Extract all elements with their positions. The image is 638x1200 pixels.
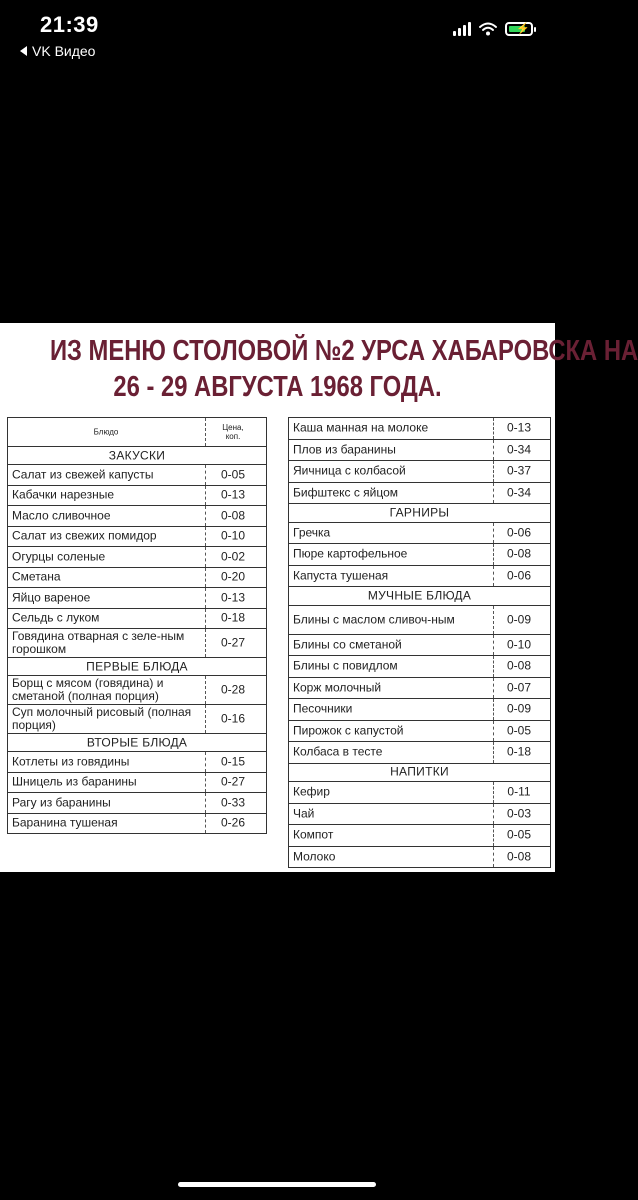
dish-name: Блины с повидлом (293, 658, 398, 673)
battery-charging-icon: ⚡ (505, 22, 533, 36)
dish-name: Котлеты из говядины (12, 754, 130, 769)
dish-name: Компот (293, 827, 334, 842)
menu-item-row (289, 699, 550, 721)
dish-price: 0-13 (506, 420, 532, 435)
menu-item-row (289, 417, 550, 440)
menu-item-row (289, 635, 550, 657)
dish-price: 0-34 (506, 442, 532, 457)
dish-name: Кефир (293, 784, 330, 799)
menu-item-row (289, 461, 550, 483)
menu-item-row (289, 440, 550, 462)
dish-name: Баранина тушеная (12, 815, 118, 830)
menu-item-row (8, 609, 266, 630)
header-price: Цена, коп. (222, 423, 244, 441)
dish-name: Бифштекс с яйцом (293, 485, 399, 500)
menu-item-row (289, 847, 550, 869)
dish-price: 0-05 (220, 467, 246, 482)
dish-price: 0-02 (220, 549, 246, 564)
section-heading (289, 504, 550, 523)
dish-price: 0-08 (506, 658, 532, 673)
menu-item-row (289, 566, 550, 588)
dish-price: 0-08 (220, 508, 246, 523)
status-bar (0, 0, 555, 70)
menu-item-row (8, 629, 266, 658)
dish-price: 0-10 (220, 528, 246, 543)
menu-title-line2: 26 - 29 АВГУСТА 1968 ГОДА. (113, 371, 442, 403)
menu-item-row (289, 742, 550, 764)
dish-name: Гречка (293, 525, 331, 540)
section-heading (8, 447, 266, 465)
dish-price: 0-06 (506, 525, 532, 540)
menu-item-row (8, 486, 266, 507)
cellular-signal-icon (453, 22, 471, 36)
dish-price: 0-05 (506, 827, 532, 842)
dish-price: 0-06 (506, 568, 532, 583)
menu-item-row (8, 773, 266, 794)
menu-item-row (289, 804, 550, 826)
menu-item-row (8, 506, 266, 527)
menu-image (0, 323, 638, 872)
dish-price: 0-08 (506, 849, 532, 864)
dish-price: 0-03 (506, 806, 532, 821)
menu-item-row (289, 523, 550, 545)
menu-item-row (289, 544, 550, 566)
section-title: ВТОРЫЕ БЛЮДА (86, 735, 188, 749)
dish-name: Чай (293, 806, 315, 821)
dish-name: Каша манная на молоке (293, 420, 429, 435)
menu-item-row (8, 705, 266, 734)
menu-table-right (288, 417, 551, 868)
menu-item-row (8, 527, 266, 548)
dish-name: Плов из баранины (293, 442, 396, 457)
dish-price: 0-18 (506, 744, 532, 759)
dish-name: Шницель из баранины (12, 774, 137, 789)
dish-name: Сельдь с луком (12, 610, 100, 625)
dish-name: Блины со сметаной (293, 637, 402, 652)
menu-item-row (289, 825, 550, 847)
section-title: ПЕРВЫЕ БЛЮДА (86, 659, 188, 673)
table-header-row (8, 417, 266, 447)
menu-item-row (8, 588, 266, 609)
back-arrow-icon (20, 46, 27, 56)
dish-price: 0-27 (220, 774, 246, 789)
dish-name: Пюре картофельное (293, 546, 408, 561)
menu-item-row (8, 568, 266, 589)
menu-item-row (289, 678, 550, 700)
menu-title-line1: ИЗ МЕНЮ СТОЛОВОЙ №2 УРСА ХАБАРОВСКА НА (49, 335, 638, 367)
dish-price: 0-13 (220, 590, 246, 605)
dish-name: Капуста тушеная (293, 568, 389, 583)
dish-price: 0-28 (220, 682, 246, 697)
dish-price: 0-11 (507, 784, 531, 799)
menu-item-row (8, 814, 266, 835)
dish-name: Рагу из баранины (12, 795, 111, 810)
dish-name: Блины с маслом сливоч-ным (293, 612, 455, 626)
section-heading (8, 734, 266, 752)
menu-table-left (7, 417, 267, 834)
dish-name: Масло сливочное (12, 508, 111, 523)
dish-price: 0-16 (220, 711, 246, 726)
section-heading (289, 764, 550, 783)
menu-item-row (289, 721, 550, 743)
section-title: ГАРНИРЫ (389, 505, 450, 520)
menu-item-row (8, 793, 266, 814)
section-heading (289, 587, 550, 606)
dish-price: 0-10 (506, 637, 532, 652)
menu-item-row (8, 752, 266, 773)
dish-name: Яичница с колбасой (293, 463, 406, 478)
dish-price: 0-20 (220, 569, 246, 584)
dish-name: Колбаса в тесте (293, 744, 383, 759)
dish-price: 0-13 (220, 487, 246, 502)
dish-name: Пирожок с капустой (293, 723, 404, 738)
dish-price: 0-34 (506, 485, 532, 500)
section-title: НАПИТКИ (390, 764, 449, 779)
dish-price: 0-09 (506, 612, 532, 626)
status-time: 21:39 (40, 12, 99, 37)
dish-name: Огурцы соленые (12, 549, 106, 564)
section-title: ЗАКУСКИ (108, 448, 166, 462)
back-to-app-button[interactable] (20, 43, 95, 59)
menu-item-row (289, 483, 550, 505)
dish-name: Борщ с мясом (говядина) и сметаной (полная порция) (12, 676, 164, 703)
dish-name: Суп молочный рисовый (полная порция) (12, 705, 192, 732)
dish-name: Салат из свежей капусты (12, 467, 154, 482)
dish-name: Песочники (293, 701, 353, 716)
dish-price: 0-18 (220, 610, 246, 625)
section-heading (8, 658, 266, 676)
menu-item-row (289, 656, 550, 678)
dish-price: 0-07 (506, 680, 532, 695)
dish-name: Сметана (12, 569, 61, 584)
dish-price: 0-27 (220, 635, 246, 650)
dish-name: Корж молочный (293, 680, 382, 695)
dish-name: Салат из свежих помидор (12, 528, 157, 543)
wifi-icon (479, 22, 497, 36)
home-indicator[interactable] (178, 1182, 376, 1187)
dish-price: 0-09 (506, 701, 532, 716)
dish-price: 0-37 (506, 463, 532, 478)
status-icons (453, 22, 533, 36)
dish-name: Кабачки нарезные (12, 487, 115, 502)
menu-item-row (289, 606, 550, 635)
menu-item-row (8, 547, 266, 568)
dish-price: 0-15 (220, 754, 246, 769)
section-title: МУЧНЫЕ БЛЮДА (367, 588, 472, 603)
menu-item-row (8, 676, 266, 705)
dish-price: 0-05 (506, 723, 532, 738)
dish-name: Молоко (293, 849, 336, 864)
menu-item-row (289, 782, 550, 804)
header-dish: Блюдо (93, 427, 119, 437)
dish-name: Яйцо вареное (12, 590, 91, 605)
back-app-label: VK Видео (32, 43, 96, 59)
dish-price: 0-33 (220, 795, 246, 810)
dish-price: 0-08 (506, 546, 532, 561)
menu-item-row (8, 465, 266, 486)
dish-name: Говядина отварная с зеле-ным горошком (12, 629, 185, 656)
dish-price: 0-26 (220, 815, 246, 830)
